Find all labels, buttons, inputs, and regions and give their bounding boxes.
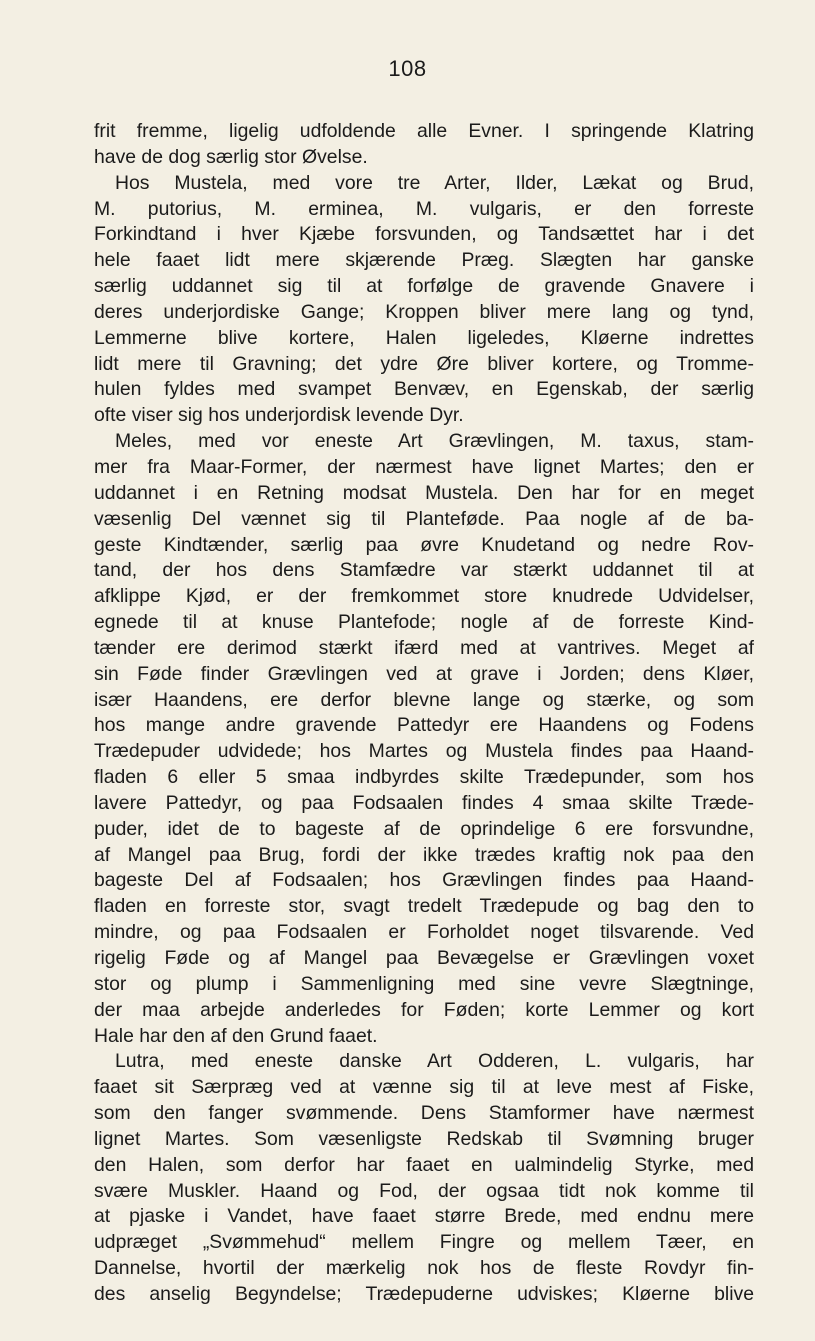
text-line: lignet Martes. Som væsenligste Redskab til Svømning bruger xyxy=(94,1127,754,1150)
text-line: svære Muskler. Haand og Fod, der ogsaa tidt nok komme til xyxy=(94,1179,754,1202)
text-line: egnede til at knuse Plantefode; nogle af de forreste Kind- xyxy=(94,611,754,634)
text-line: hele faaet lidt mere skjærende Præg. Slægten har ganske xyxy=(94,249,754,272)
text-line: bageste Del af Fodsaalen; hos Grævlingen findes paa Haand- xyxy=(94,869,754,892)
text-line: at pjaske i Vandet, have faaet større Brede, med endnu mere xyxy=(94,1205,754,1228)
text-line: fladen 6 eller 5 smaa indbyrdes skilte Trædepunder, som hos xyxy=(94,766,754,789)
text-line: Meles, med vor eneste Art Grævlingen, M. taxus, stam- xyxy=(115,430,754,453)
text-line: mindre, og paa Fodsaalen er Forholdet noget tilsvarende. Ved xyxy=(94,921,754,944)
text-line: udpræget „Svømmehud“ mellem Fingre og mellem Tæer, en xyxy=(94,1231,754,1254)
text-line: faaet sit Særpræg ved at vænne sig til at leve mest af Fiske, xyxy=(94,1076,754,1099)
text-line: rigelig Føde og af Mangel paa Bevægelse er Grævlingen voxet xyxy=(94,947,754,969)
body-text xyxy=(94,119,754,1308)
text-line: Lemmerne blive kortere, Halen ligeledes, Kløerne indrettes xyxy=(94,326,754,349)
text-line: des anselig Begyndelse; Trædepuderne udviskes; Kløerne blive xyxy=(94,1282,754,1305)
text-line: Lutra, med eneste danske Art Odderen, L. vulgaris, har xyxy=(115,1050,754,1073)
text-line: særlig uddannet sig til at forfølge de gravende Gnavere i xyxy=(94,275,754,298)
text-line: Hale har den af den Grund faaet. xyxy=(94,1024,378,1047)
text-line: af Mangel paa Brug, fordi der ikke trædes kraftig nok paa den xyxy=(94,843,754,866)
text-line: som den fanger svømmende. Dens Stamformer have nærmest xyxy=(94,1102,754,1125)
text-line: hos mange andre gravende Pattedyr ere Haandens og Fodens xyxy=(94,714,754,737)
text-line: lidt mere til Gravning; det ydre Øre bliver kortere, og Tromme- xyxy=(94,352,754,375)
text-line: geste Kindtænder, særlig paa øvre Knudetand og nedre Rov- xyxy=(94,533,754,556)
text-line: lavere Pattedyr, og paa Fodsaalen findes 4 smaa skilte Træde- xyxy=(94,791,754,814)
text-line: frit fremme, ligelig udfoldende alle Evner. I springende Klatring xyxy=(94,120,754,142)
text-line: stor og plump i Sammenligning med sine vevre Slægtninge, xyxy=(94,972,754,995)
text-line: M. putorius, M. erminea, M. vulgaris, er den forreste xyxy=(94,197,754,220)
text-line: hulen fyldes med svampet Benvæv, en Egenskab, der særlig xyxy=(94,378,754,401)
text-line: der maa arbejde anderledes for Føden; korte Lemmer og kort xyxy=(94,998,754,1021)
text-line: sin Føde finder Grævlingen ved at grave i Jorden; dens Kløer, xyxy=(94,662,754,685)
text-line: tand, der hos dens Stamfædre var stærkt uddannet til at xyxy=(94,559,754,582)
text-line: ofte viser sig hos underjordisk levende Dyr. xyxy=(94,404,464,427)
page-number: 108 xyxy=(388,56,427,81)
text-line: tænder ere derimod stærkt ifærd med at vantrives. Meget af xyxy=(94,636,754,659)
text-line: Trædepuder udvidede; hos Martes og Mustela findes paa Haand- xyxy=(94,740,754,763)
text-line: Forkindtand i hver Kjæbe forsvunden, og Tandsættet har i det xyxy=(94,223,754,246)
text-line: puder, idet de to bageste af de oprindelige 6 ere forsvundne, xyxy=(94,817,754,840)
text-line: mer fra Maar-Former, der nærmest have lignet Martes; den er xyxy=(94,455,754,478)
text-line: uddannet i en Retning modsat Mustela. Den har for en meget xyxy=(94,481,754,504)
text-line: især Haandens, ere derfor blevne lange og stærke, og som xyxy=(94,688,754,711)
text-line: fladen en forreste stor, svagt tredelt Trædepude og bag den to xyxy=(94,895,754,918)
text-line: den Halen, som derfor har faaet en ualmindelig Styrke, med xyxy=(94,1153,754,1176)
text-line: Dannelse, hvortil der mærkelig nok hos de fleste Rovdyr fin- xyxy=(94,1257,754,1280)
text-line: afklippe Kjød, er der fremkommet store knudrede Udvidelser, xyxy=(94,585,754,608)
text-line: have de dog særlig stor Øvelse. xyxy=(94,145,368,168)
text-line: Hos Mustela, med vore tre Arter, Ilder, Lækat og Brud, xyxy=(115,171,754,194)
text-line: deres underjordiske Gange; Kroppen bliver mere lang og tynd, xyxy=(94,300,754,323)
text-line: væsenlig Del vænnet sig til Planteføde. Paa nogle af de ba- xyxy=(94,507,754,530)
